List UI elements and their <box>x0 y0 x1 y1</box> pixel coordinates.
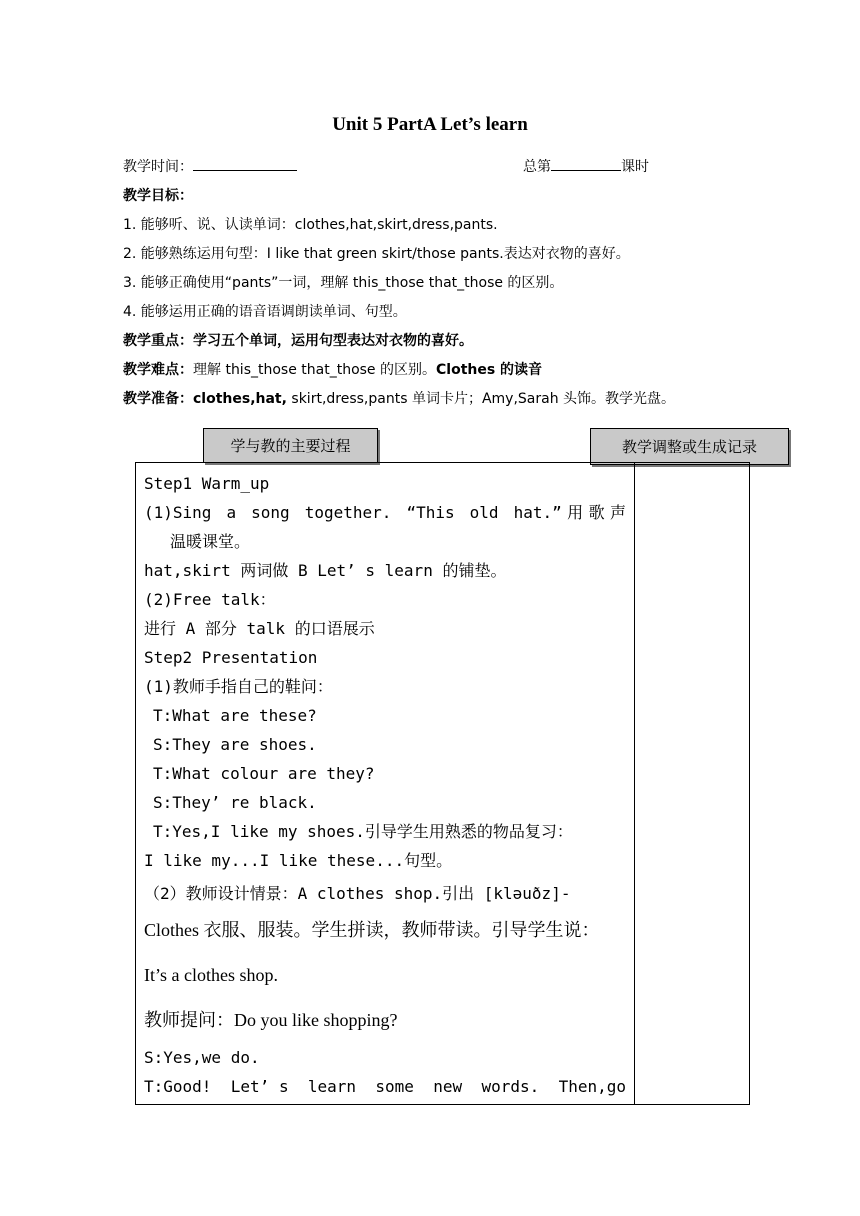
process-line: 教师提问：Do you like shopping? <box>144 1010 398 1030</box>
process-header: 学与教的主要过程 <box>203 428 378 463</box>
total-label: 总第 <box>523 159 551 175</box>
column-divider <box>634 463 635 1104</box>
page-title: Unit 5 PartA Let’s learn <box>332 114 528 135</box>
preparation-bold: clothes,hat, <box>193 391 287 407</box>
objective-item: 1. 能够听、说、认读单词：clothes,hat,skirt,dress,pants. <box>123 217 498 233</box>
objectives-heading: 教学目标： <box>123 188 193 204</box>
process-line: T:Yes,I like my shoes.引导学生用熟悉的物品复习： <box>153 822 573 841</box>
lesson-table <box>135 462 750 1105</box>
process-line: S:They’ re black. <box>153 793 317 812</box>
process-line: (2)Free talk： <box>144 590 276 609</box>
process-line: S:They are shoes. <box>153 735 317 754</box>
process-line: 温暖课堂。 <box>170 532 251 551</box>
process-line: (1)教师手指自己的鞋问： <box>144 677 333 696</box>
record-header: 教学调整或生成记录 <box>590 428 789 465</box>
difficulty-label: 教学难点： <box>123 362 193 378</box>
key-points: 教学重点：学习五个单词，运用句型表达对衣物的喜好。 <box>123 333 473 349</box>
period-blank[interactable] <box>551 156 621 171</box>
period-row <box>523 156 649 176</box>
process-line: （2）教师设计情景：A clothes shop.引出 [kləuðz]- <box>144 884 571 903</box>
objective-item: 3. 能够正确使用“pants”一词，理解 this_those that_those 的区别。 <box>123 275 564 291</box>
preparation-label: 教学准备： <box>123 391 193 407</box>
process-line: I like my...I like these...句型。 <box>144 851 453 870</box>
preparation-text: skirt,dress,pants 单词卡片；Amy,Sarah 头饰。教学光盘。 <box>286 391 676 407</box>
difficulty-text: 理解 this_those that_those 的区别。 <box>193 362 436 378</box>
process-line: Step1 Warm_up <box>144 474 270 493</box>
preparation-row <box>123 388 675 408</box>
time-label: 教学时间： <box>123 159 193 175</box>
process-line: 进行 A 部分 talk 的口语展示 <box>144 619 375 638</box>
process-line: hat,skirt 两词做 B Let’ s learn 的铺垫。 <box>144 561 507 580</box>
process-line: T:What are these? <box>153 706 317 725</box>
objective-item: 4. 能够运用正确的语音语调朗读单词、句型。 <box>123 304 407 320</box>
process-cell <box>144 469 626 1101</box>
meta-row <box>123 156 297 176</box>
difficulty-row <box>123 359 542 379</box>
process-line: T:What colour are they? <box>153 764 375 783</box>
process-line: It’s a clothes shop. <box>144 965 278 985</box>
difficulty-bold: Clothes 的读音 <box>436 362 543 378</box>
process-line: Step2 Presentation <box>144 648 318 667</box>
objective-item: 2. 能够熟练运用句型：I like that green skirt/those pants.表达对衣物的喜好。 <box>123 246 630 262</box>
process-line: T:Good! Let’ s learn some new words. Then,go <box>144 1077 626 1096</box>
process-line: (1)Sing a song together. “This old hat.”用歌声 <box>144 503 626 522</box>
process-line: Clothes 衣服、服装。学生拼读，教师带读。引导学生说： <box>144 920 600 940</box>
process-line: S:Yes,we do. <box>144 1048 260 1067</box>
time-blank[interactable] <box>193 156 297 171</box>
period-label: 课时 <box>621 159 649 175</box>
